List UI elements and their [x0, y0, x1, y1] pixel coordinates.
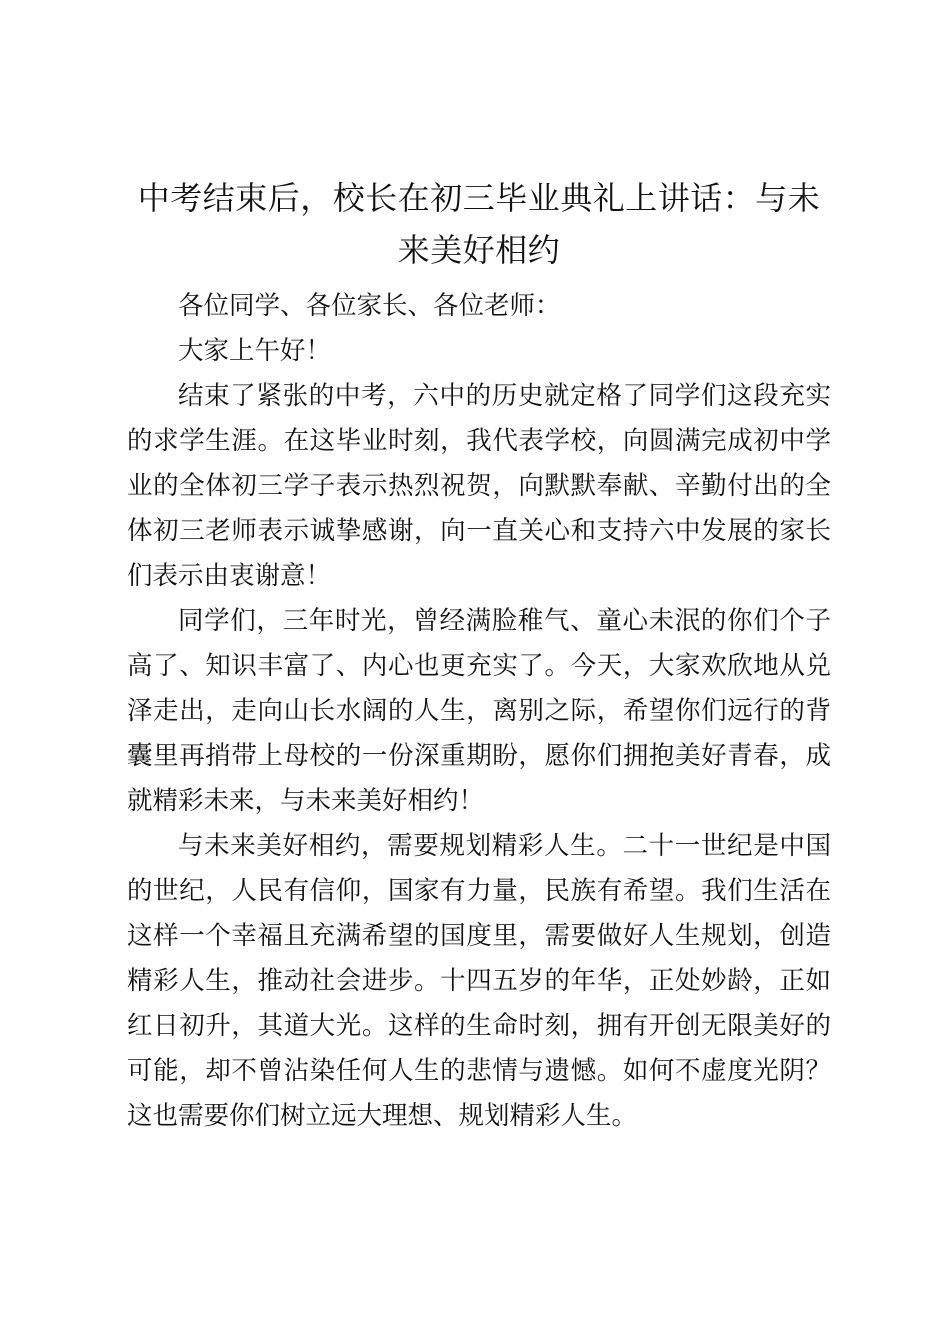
- greeting-paragraph: 大家上午好！: [178, 336, 332, 366]
- document-title: 中考结束后，校长在初三毕业典礼上讲话：与未来美好相约: [137, 179, 821, 269]
- document-page: [127, 172, 831, 1139]
- body-paragraph: 结束了紧张的中考，六中的历史就定格了同学们这段充实的求学生涯。在这毕业时刻，我代表学校，向圆满完成初中学业的全体初三学子表示热烈祝贺，向默默奉献、辛勤付出的全体初三老师表示诚挚感谢，向一直关心和支持六中发展的家长们表示由衷谢意！: [127, 381, 831, 591]
- body-paragraph: 与未来美好相约，需要规划精彩人生。二十一世纪是中国的世纪，人民有信仰，国家有力量，民族有希望。我们生活在这样一个幸福且充满希望的国度里，需要做好人生规划，创造精彩人生，推动社会进步。十四五岁的年华，正处妙龄，正如红日初升，其道大光。这样的生命时刻，拥有开创无限美好的可能，却不曾沾染任何人生的悲情与遗憾。如何不虚度光阴？这也需要你们树立远大理想、规划精彩人生。: [127, 831, 831, 1131]
- salutation-paragraph: 各位同学、各位家长、各位老师：: [178, 291, 561, 321]
- body-paragraph: 同学们，三年时光，曾经满脸稚气、童心未泯的你们个子高了、知识丰富了、内心也更充实了。今天，大家欢欣地从兑泽走出，走向山长水阔的人生，离别之际，希望你们远行的背囊里再捎带上母校的一份深重期盼，愿你们拥抱美好青春，成就精彩未来，与未来美好相约！: [127, 606, 831, 816]
